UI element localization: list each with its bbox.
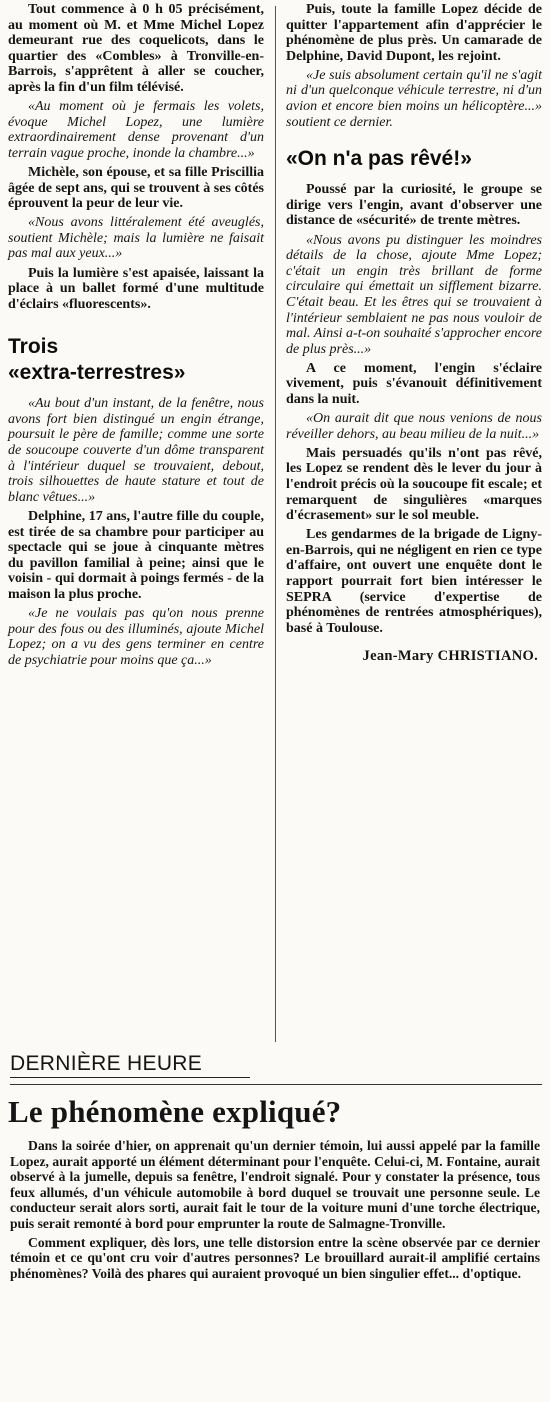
right-column — [286, 2, 542, 665]
article-paragraph: Tout commence à 0 h 05 précisément, au moment où M. et Mme Michel Lopez demeurant rue des coquelicots, dans le quartier des «Combles» à Tronville-en-Barrois, s'apprêtent à aller se coucher, après la fin d'un film télévisé. — [8, 2, 264, 95]
author-signature: Jean-Mary CHRISTIANO. — [362, 648, 538, 665]
article-paragraph: «On aurait dit que nous venions de nous réveiller dehors, au beau milieu de la nuit...» — [286, 411, 542, 442]
article-paragraph: «Nous avons littéralement été aveuglés, soutient Michèle; mais la lumière ne faisait pas mal aux yeux...» — [8, 215, 264, 262]
article-paragraph: Dans la soirée d'hier, on apprenait qu'un dernier témoin, lui aussi appelé par la famille Lopez, aurait apporté un élément déterminant pour l'enquête. Celui-ci, M. Fontaine, aurait observé à la jumelle, depuis sa fenêtre, l'endroit signalé. Pour y constater la présence, tous feux allumés, d'un véhicule automobile à bord duquel se trouvait une personne seule. Le conducteur serait alors sorti, aurait fait le tour de la voiture muni d'une torche électrique, puis serait remonté à bord pour emprunter la route de Salmagne-Tronville. — [10, 1138, 540, 1231]
article-paragraph: «Je ne voulais pas qu'on nous prenne pour des fous ou des illuminés, ajoute Michel Lopez; on a vu des gens terminer en centre de psychiatrie pour moins que ça...» — [8, 606, 264, 668]
article-paragraph: A ce moment, l'engin s'éclaire vivement, puis s'évanouit définitivement dans la nuit. — [286, 360, 542, 407]
left-subheading — [8, 334, 264, 386]
late-news-kicker: DERNIÈRE HEURE — [10, 1052, 250, 1078]
left-column — [8, 2, 264, 668]
article-paragraph: Les gendarmes de la brigade de Ligny-en-Barrois, qui ne négligent en rien ce type d'affaire, ont ouvert une enquête dont le rapport pourrait fort bien intéresser le SEPRA (service d'expertise de phénomènes de rentrées atmosphériques), basé à Toulouse. — [286, 527, 542, 636]
article-paragraph: Mais persuadés qu'ils n'ont pas rêvé, les Lopez se rendent dès le lever du jour à l'endroit précis où la soucoupe fit escale; et remarquent de singulières «marques d'écrasement» sur le sol meuble. — [286, 445, 542, 524]
right-paragraphs-a — [286, 2, 542, 130]
article-paragraph: Puis la lumière s'est apaisée, laissant la place à un ballet formé d'une multitude d'éclairs «fluorescents». — [8, 265, 264, 312]
left-paragraphs-b — [8, 396, 264, 668]
late-news-rule — [10, 1084, 542, 1085]
subheading-line-1: Trois — [8, 335, 59, 359]
article-paragraph: Poussé par la curiosité, le groupe se dirige vers l'engin, avant d'observer une distance de «sécurité» de trente mètres. — [286, 182, 542, 229]
article-paragraph: «Au bout d'un instant, de la fenêtre, nous avons fort bien distingué un engin étrange, poursuit le père de famille; comme une sorte de soucoupe couverte d'un dôme transparent à l'intérieur duquel se trouvaient, debout, trois silhouettes de haute stature et tout de blanc vêtues...» — [8, 396, 264, 505]
article-paragraph: Delphine, 17 ans, l'autre fille du couple, est tirée de sa chambre pour participer au spectacle qui se joue à cinquante mètres du pavillon familial à peine; ainsi que le voisin - qui dormait à poings fermés - de la maison la plus proche. — [8, 508, 264, 602]
article-paragraph: Comment expliquer, dès lors, une telle distorsion entre la scène observée par ce dernier témoin et ce qu'ont cru voir d'autres personnes? Le brouillard aurait-il amplifié certains phénomènes? Voilà des phares qui auraient provoqué un bien singulier effet... d'optique. — [10, 1234, 540, 1281]
article-paragraph: Puis, toute la famille Lopez décide de quitter l'appartement afin d'apprécier le phénomène de plus près. Un camarade de Delphine, David Dupont, les rejoint. — [286, 2, 542, 64]
column-divider — [275, 6, 276, 1042]
article-paragraph: «Au moment où je fermais les volets, évoque Michel Lopez, une lumière extraordinairement dense provenant d'un terrain vague proche, inonde la chambre...» — [8, 99, 264, 161]
late-news-headline: Le phénomène expliqué? — [8, 1094, 342, 1129]
article-paragraph: Michèle, son épouse, et sa fille Priscillia âgée de sept ans, qui se trouvent à ses côtés éprouvent la peur de leur vie. — [8, 164, 264, 212]
late-news-body — [10, 1138, 540, 1281]
article-paragraph: «Je suis absolument certain qu'il ne s'agit ni d'un quelconque véhicule terrestre, ni d'un avion et encore bien moins un hélicoptère...» soutient ce dernier. — [286, 67, 542, 130]
right-paragraphs-b — [286, 182, 542, 636]
subheading-line-2: «extra-terrestres» — [8, 361, 186, 385]
article-paragraph: «Nous avons pu distinguer les moindres détails de la chose, ajoute Mme Lopez; c'était un engin très brillant de forme circulaire qui émettait un sifflement bizarre. C'était beau. Et les êtres qui se trouvaient à l'intérieur semblaient ne pas nous vouloir de mal. Ainsi a-t-on souhaité s'approcher encore de plus près...» — [286, 232, 542, 357]
right-subheading: «On n'a pas rêvé!» — [286, 147, 472, 171]
left-paragraphs-a — [8, 2, 264, 312]
